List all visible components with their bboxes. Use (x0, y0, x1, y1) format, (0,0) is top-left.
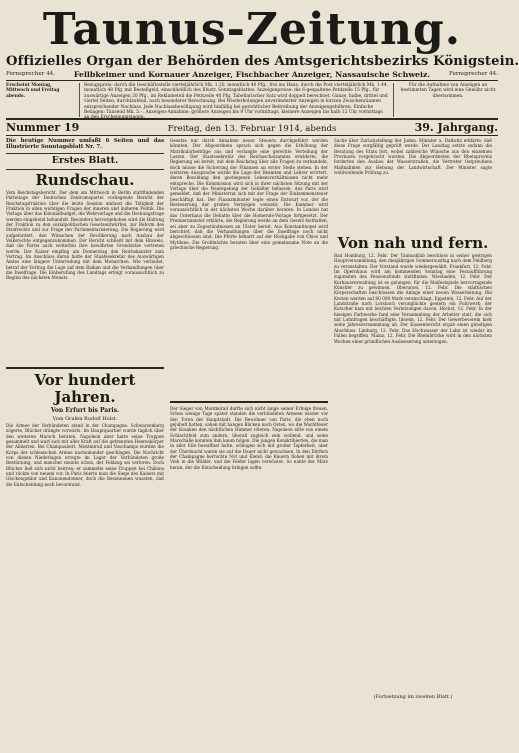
column-3 (334, 138, 492, 701)
phone-right: Fernsprecher 44. (449, 71, 498, 77)
column-2-bottom-body: Der Sieger von Montmirail durfte sich nicht lange seiner Erfolge freuen. Schon wenige Tage später standen die verbündeten Armeen wieder vor den Toren der Hauptstadt. Die Bewohner von Paris, die eben noch gejubelt hatten, sahen mit bangen Blicken nach Osten, wo die Wachtfeuer der Kosaken den nächtlichen Himmel röteten. Napoleon eilte von einem Schlachtfeld zum andern, überall zugleich sein wollend, und seine Marschälle konnten ihm kaum folgen. Die jungen Konskribierten, die man in aller Eile bewaffnet hatte, schlugen sich mit großer Tapferkeit, aber der Übermacht waren sie auf die Dauer nicht gewachsen. In den Dörfern der Champagne herrschte Not und Elend; die Bauern flohen mit ihrem Vieh in die Wälder, und die Felder lagen verwüstet. So nahte der März heran, der die Entscheidung bringen sollte. (170, 406, 328, 470)
prices-box: Bezugspreis: durch die Geschäftsstelle vierteljährlich Mk. 1.20, monatlich 40 Pfg., frei ins Haus, durch die Post vierteljährlich Mk. 1.44, monatlich 48 Pfg. mit Bestellgeld, einschließlich des Illustr. Sonntagsblattes. Anzeigenpreise: die 6-gespaltene Petitzeile 15 Pfg., für auswärtige Anzeigen 20 Pfg., im Reklameteil die Petitzeile 40 Pfg. Tabellarischer Satz wird doppelt berechnet. Ganze, halbe, drittel und viertel Seiten, durchlaufend, nach besonderer Berechnung. Bei Wiederholungen unveränderter Anzeigen in kurzen Zwischenräumen entsprechender Nachlass. Jede Nachlassbewilligung wird hinfällig bei gerichtlicher Beitreibung der Anzeigengebühren. Einfache Beilagen: Tausend Mk. 5.–. Anzeigen-Annahme: größere Anzeigen bis 9 Uhr vormittags, kleinere Anzeigen bis halb 12 Uhr vormittags an den Erscheinungstagen. (80, 83, 394, 117)
supplements-line (6, 71, 498, 78)
newspaper-title: Taunus-Zeitung. (42, 4, 462, 55)
column-2-bottom-text (170, 406, 328, 696)
ad-note-box: Für die Aufnahme von Anzeigen an bestimmten Tagen wird eine Gewähr nicht übernommen. (400, 83, 496, 99)
hundred-years-author: Vom Grafen Rudolf Holst. (52, 415, 118, 422)
issue-dateline (6, 118, 498, 136)
issue-volume: 39. Jahrgang. (414, 121, 498, 134)
hundred-years-subtitle: Von Erfurt bis Paris. (50, 406, 120, 414)
section-heading: Erstes Blatt. (51, 154, 119, 166)
issue-notice: Die heutige Nummer umfaßt 6 Seiten und das Illustrierte Sonntagsblatt Nr. 7. (6, 138, 164, 154)
column-divider (6, 169, 164, 170)
masthead (6, 4, 519, 79)
article-rule (6, 367, 164, 369)
issue-number: Nummer 19 (6, 121, 80, 134)
rundschau-heading: Rundschau. (35, 170, 135, 189)
supplements-names: Fellbkeimer und Kornauer Anzeiger, Fischbacher Anzeiger, Nassauische Schweiz. (73, 70, 431, 79)
nah-fern-text (334, 253, 492, 693)
rundschau-body: Vom Reichstagsbericht. Der dem am Mittwoch in Berlin stattfindenden Parteitage der Deutschen Zentrumspartei vorliegende Bericht der Reichstagsfraktion über die letzte Session umfasst die Tätigkeit der Fraktion in allen wichtigen Fragen der inneren und äußeren Politik. Die Vorlage über das Kolonialbudget, die Wehrvorlage und die Deckungsfrage werden eingehend behandelt. Besonders hervorgehoben wird die Haltung der Fraktion zu den sozialpolitischen Gesetzentwürfen, zur Reform des Strafrechts und zur Frage der Parlamentarisierung. Die Regierung wird aufgefordert, den Wünschen der Bevölkerung nach Ausbau der Volksrechte entgegenzukommen. Der Bericht schließt mit dem Hinweis, daß die Partei auch weiterhin ihre bewährten Grundsätze vertreten werde. Der Kaiser empfing am Donnerstag den Reichskanzler zum Vortrag. Im Anschluss daran hatte der Staatssekretär des Auswärtigen Amtes eine längere Unterredung mit dem Monarchen. Wie verlautet, betraf der Vortrag die Lage auf dem Balkan und die Verhandlungen über die Inselfrage. Die Einberufung des Landtags erfolgt voraussichtlich zu Beginn des nächsten Monats. (6, 189, 164, 281)
nah-fern-body: Bad Homburg, 12. Febr. Der Taunusklub beschloss in seiner gestrigen Hauptversammlung, den diesjährigen Sommerausflug nach dem Feldberg zu veranstalten. Der Vorstand wurde wiedergewählt. Frankfurt, 12. Febr. Im Opernhaus wird am kommenden Sonntag eine Festaufführung zugunsten des Pensionsfonds stattfinden. Wiesbaden, 12. Febr. Der Kurhausverwaltung ist es gelungen, für die Maifestspiele hervorragende Künstler zu gewinnen. Oberursel, 12. Febr. Die städtischen Körperschaften beschlossen die Anlage einer neuen Wasserleitung. Die Kosten werden auf 80 000 Mark veranschlagt. Eppstein, 12. Febr. Auf der Landstraße nach Lorsbach verunglückte gestern ein Fuhrwerk; der Kutscher kam mit leichten Verletzungen davon. Höchst, 12. Febr. In der hiesigen Farbwerke fand eine Versammlung der Arbeiter statt, die sich mit Lohnfragen beschäftigte. Idstein, 12. Febr. Der Gewerbeverein hielt seine Jahresversammlung ab. Der Kassenbericht ergab einen günstigen Abschluss. Limburg, 12. Febr. Das Hochwasser der Lahn ist wieder im Fallen begriffen. Mainz, 12. Febr. Die Rheinbrücke wird in den nächsten Wochen einer gründlichen Ausbesserung unterzogen. (334, 253, 492, 344)
column-2 (170, 138, 328, 701)
phone-left: Fernsprecher 44. (6, 71, 55, 77)
schedule-title: Erscheint Montag, Mittwoch und Freitag abends. (6, 83, 60, 99)
column-3-body: Sache über Zurückstellung der Juden. Minister a. Dallwitz erklärte, daß diese Frage sorgfältig geprüft werde. Der Landtag setzte sodann die Beratung des Etats fort, wobei zahlreiche Wünsche aus den einzelnen Provinzen vorgebracht wurden. Die Abgeordneten der Rheinprovinz forderten den Ausbau der Wasserstraßen, die Vertreter Ostpreußens Maßnahmen zur Hebung der Landwirtschaft. Der Minister sagte wohlwollende Prüfung zu. (334, 138, 492, 176)
rundschau-text (6, 190, 164, 366)
nah-fern-heading: Von nah und fern. (337, 234, 489, 252)
column-3-text (334, 138, 492, 234)
issue-date: Freitag, den 13. Februar 1914, abends (167, 124, 337, 134)
column-2-text (170, 138, 328, 400)
hundred-years-text (6, 423, 164, 685)
article-columns (6, 138, 498, 701)
article-rule-2 (170, 401, 328, 403)
column-2-body: Gesetze nur durch Annahme neuer Steuern durchgeführt werden könnten. Der Abgeordnete sprach sich gegen die Erhöhung der Matrikularbeiträge aus und verlangte eine gerechte Verteilung der Lasten. Der Staatssekretär des Reichsschatzamtes erwiderte, die Regierung sei bereit, mit dem Reichstag über alle Fragen zu verhandeln, doch müsse die Sicherung der Finanzen an erster Stelle stehen. In der weiteren Aussprache wurde die Lage der Beamten und Lehrer erörtert, deren Besoldung den gestiegenen Lebensverhältnissen nicht mehr entspreche. Die Kommission wird sich in ihrer nächsten Sitzung mit der Vorlage über die Neuregelung der Gehälter befassen. Aus Paris wird gemeldet, daß der Ministerrat sich mit der Frage der Einkommensteuer beschäftigt hat. Der Finanzminister legte einen Entwurf vor, der die Besteuerung der großen Vermögen vorsieht. Die Kammer wird voraussichtlich in der nächsten Woche darüber beraten. In London hat das Unterhaus die Debatte über die Homerule-Vorlage fortgesetzt. Der Premierminister erklärte, die Regierung werde an dem Gesetz festhalten, sei aber zu Zugeständnissen an Ulster bereit. Aus Konstantinopel wird berichtet, daß die Verhandlungen über die Inselfrage noch nicht abgeschlossen sind. Die Pforte beharrt auf der Rückgabe von Chios und Mytilene. Die Großmächte beraten über eine gemeinsame Note an die griechische Regierung. (170, 138, 328, 250)
hundred-years-heading: Vor hundert Jahren. (34, 370, 136, 406)
schedule-box (6, 83, 80, 117)
continuation-note: (Fortsetzung im zweiten Blatt.) (373, 694, 453, 700)
hundred-years-body: Die Armee der Verbündeten stand in der Champagne. Schwarzenberg zögerte, Blücher drängte vorwärts. Im Hauptquartier wurde täglich über den weiteren Marsch beraten. Napoleon aber hatte seine Truppen gesammelt und warf sich mit aller Kraft auf die getrennten Heereskörper der Alliierten. Bei Champaubert, Montmirail und Vauchamps wurden die Korps der schlesischen Armee nacheinander geschlagen. Die Nachricht von diesen Niederlagen erregte im Lager der Verbündeten große Bestürzung, und mancher meinte schon, der Feldzug sei verloren. Doch Blücher ließ sich nicht beirren; er sammelte seine Truppen bei Châlons und rückte von neuem vor. In Paris feierte man die Siege des Kaisers mit Glockengeläut und Kanonendonner, doch die Besonnenen wussten, daß die Entscheidung noch bevorstand. (6, 422, 164, 487)
subscription-terms (6, 83, 498, 121)
newspaper-subtitle: Offizielles Organ der Behörden des Amtsgerichtsbezirks Königstein. (6, 54, 519, 69)
masthead-rule (6, 80, 498, 81)
column-1 (6, 138, 164, 701)
